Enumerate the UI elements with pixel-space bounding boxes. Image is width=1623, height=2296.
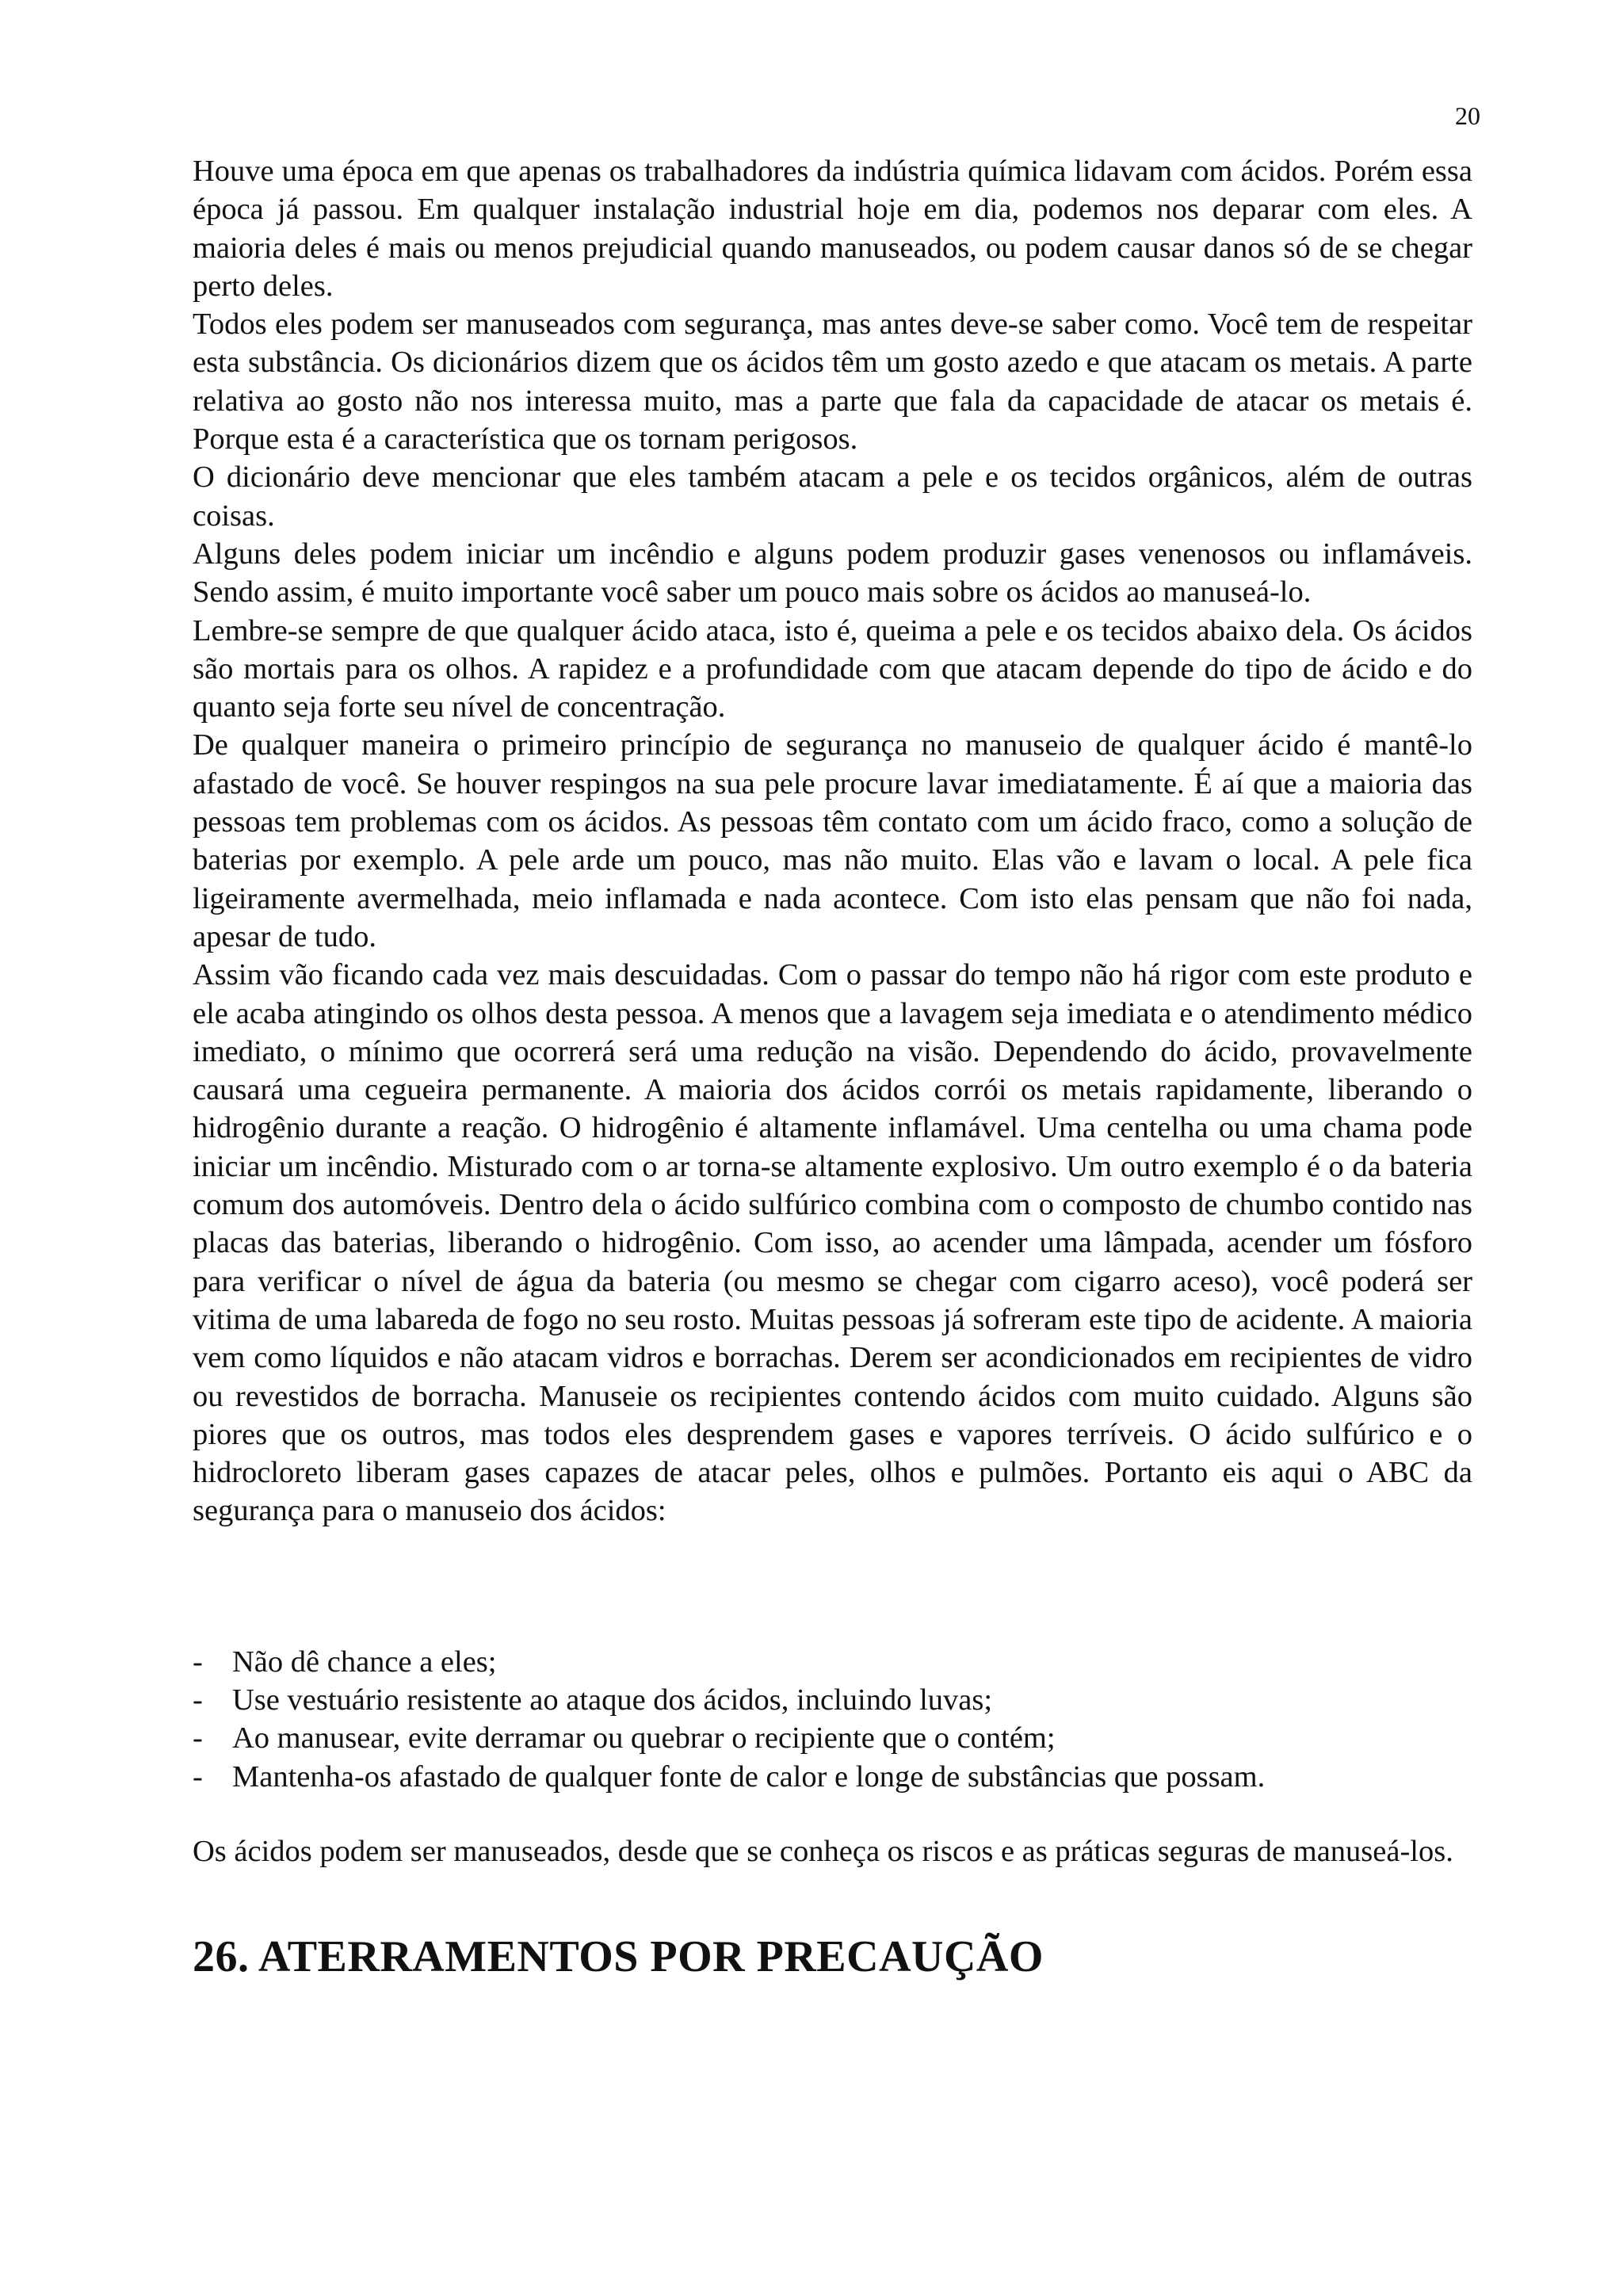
paragraph-3: O dicionário deve mencionar que eles também atacam a pele e os tecidos orgânicos, além de outras coisas. [193,460,1472,533]
paragraph-5: Lembre-se sempre de que qualquer ácido ataca, isto é, queima a pele e os tecidos abaixo dela. Os ácidos são mortais para os olhos. A rapidez e a profundidade com que atacam depende do tipo de ácido e do quanto seja forte seu nível de concentração. [193,613,1472,724]
paragraph-1: Houve uma época em que apenas os trabalhadores da indústria química lidavam com ácidos. Porém essa época já passou. Em qualquer instalação industrial hoje em dia, podemos nos deparar com eles. A maioria deles é mais ou menos prejudicial quando manuseados, ou podem causar danos só de se chegar perto deles. [193,155,1472,303]
body-text [193,152,1472,1982]
list-item: - Use vestuário resistente ao ataque dos ácidos, incluindo luvas; [193,1681,1472,1719]
paragraph-7: Assim vão ficando cada vez mais descuidadas. Com o passar do tempo não há rigor com este produto e ele acaba atingindo os olhos desta pessoa. A menos que a lavagem seja imediata e o atendimento médico imediato, o mínimo que ocorrerá será uma redução na visão. Dependendo do ácido, provavelmente causará uma cegueira permanente. A maioria dos ácidos corrói os metais rapidamente, liberando o hidrogênio durante a reação. O hidrogênio é altamente inflamável. Uma centelha ou uma chama pode iniciar um incêndio. Misturado com o ar torna-se altamente explosivo. Um outro exemplo é o da bateria comum dos automóveis. Dentro dela o ácido sulfúrico combina com o composto de chumbo contido nas placas das baterias, liberando o hidrogênio. Com isso, ao acender uma lâmpada, acender um fósforo para verificar o nível de água da bateria (ou mesmo se chegar com cigarro aceso), você poderá ser vitima de uma labareda de fogo no seu rosto. Muitas pessoas já sofreram este tipo de acidente. A maioria vem como líquidos e não atacam vidros e borrachas. Derem ser acondicionados em recipientes de vidro ou revestidos de borracha. Manuseie os recipientes contendo ácidos com muito cuidado. Alguns são piores que os outros, mas todos eles desprendem gases e vapores terríveis. O ácido sulfúrico e o hidrocloreto liberam gases capazes de atacar peles, olhos e pulmões. Portanto eis aqui o ABC da segurança para o manuseio dos ácidos: [193,958,1472,1528]
list-item: - Mantenha-os afastado de qualquer fonte de calor e longe de substâncias que possam. [193,1758,1472,1796]
safety-bullet-list [193,1643,1472,1796]
list-item: - Não dê chance a eles; [193,1643,1472,1681]
page-number: 20 [1455,101,1480,130]
spacer [193,1530,1472,1643]
spacer [193,1796,1472,1832]
closing-paragraph: Os ácidos podem ser manuseados, desde que se conheça os riscos e as práticas seguras de manuseá-los. [193,1834,1453,1868]
paragraph-2: Todos eles podem ser manuseados com segurança, mas antes deve-se saber como. Você tem de respeitar esta substância. Os dicionários dizem que os ácidos têm um gosto azedo e que atacam os metais. A parte relativa ao gosto não nos interessa muito, mas a parte que fala da capacidade de atacar os metais é. Porque esta é a característica que os tornam perigosos. [193,308,1472,457]
paragraph-4: Alguns deles podem iniciar um incêndio e alguns podem produzir gases venenosos ou inflamáveis. Sendo assim, é muito importante você saber um pouco mais sobre os ácidos ao manuseá-lo. [193,537,1472,609]
section-heading: 26. ATERRAMENTOS POR PRECAUÇÃO [193,1932,1044,1982]
list-item: - Ao manusear, evite derramar ou quebrar o recipiente que o contém; [193,1719,1472,1757]
paragraph-6: De qualquer maneira o primeiro princípio de segurança no manuseio de qualquer ácido é mantê-lo afastado de você. Se houver respingos na sua pele procure lavar imediatamente. É aí que a maioria das pessoas tem problemas com os ácidos. As pessoas têm contato com um ácido fraco, como a solução de baterias por exemplo. A pele arde um pouco, mas não muito. Elas vão e lavam o local. A pele fica ligeiramente avermelhada, meio inflamada e nada acontece. Com isto elas pensam que não foi nada, apesar de tudo. [193,728,1472,953]
